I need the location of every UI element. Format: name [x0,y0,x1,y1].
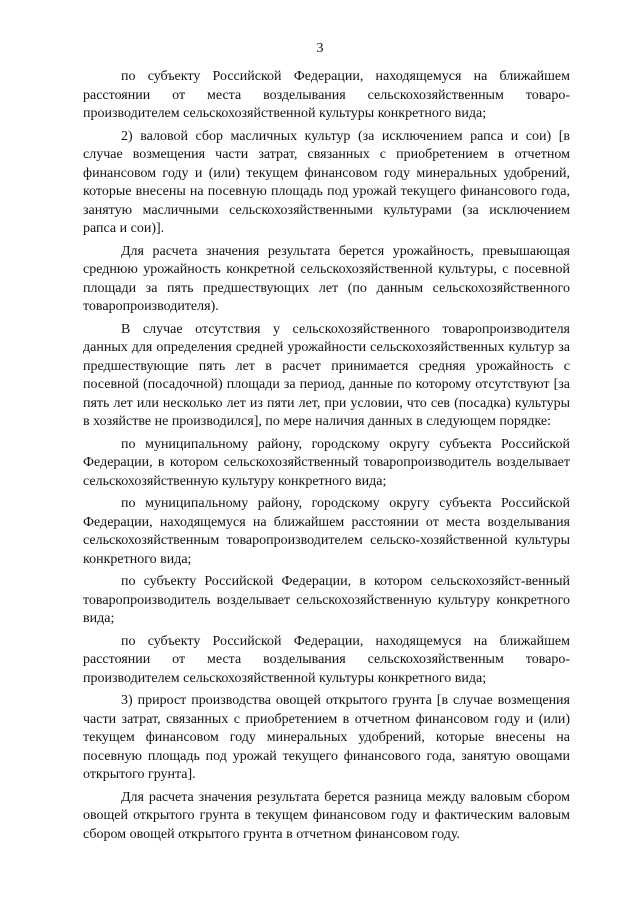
paragraph-item-2-oilseeds: 2) валовой сбор масличных культур (за исключением рапса и сои) [в случае возмещения части затрат, связанных с приобретением в отчетном финансовом году и (или) текущем финансовом году минеральных удобрений, которые внесены на посевную площадь под урожай текущего финансового года, занятую масличными сельскохозяйственными культурами (за исключением рапса и сои)]. [83,128,570,236]
paragraph-subject-nearest-2: по субъекту Российской Федерации, находящемуся на ближайшем расстоянии от места возделывания сельскохозяйственным товаро-производителем сельскохозяйственной культуры конкретного вида; [83,633,570,686]
paragraph-yield-calculation: Для расчета значения результата берется урожайность, превышающая среднюю урожайность конкретной сельскохозяйственной культуры, с посевной площади за пять предшествующих лет (по данным сельскохозяйственного товаропроизводителя). [83,243,570,314]
paragraph-difference-calculation: Для расчета значения результата берется разница между валовым сбором овощей открытого грунта в текущем финансовом году и фактическим валовым сбором овощей открытого грунта в отчетном финансовом году. [83,789,570,842]
document-body [83,68,570,844]
paragraph-item-3-vegetables: 3) прирост производства овощей открытого грунта [в случае возмещения части затрат, связанных с приобретением в отчетном финансовом году и (или) текущем финансовом году минеральных удобрений, которые внесены на посевную площадь под урожай текущего финансового года, занятую овощами открытого грунта]. [83,693,570,782]
paragraph-missing-data: В случае отсутствия у сельскохозяйственного товаропроизводителя данных для определения средней урожайности сельскохозяйственных культур за предшествующие пять лет в расчет принимается средняя урожайность с посевной (посадочной) площади за период, данные по которому отсутствуют [за пять лет или несколько лет из пяти лет, при условии, что сев (посадка) культуры в хозяйстве не производился], по мере наличия данных в следующем порядке: [83,321,570,429]
paragraph-municipal-nearest: по муниципальному району, городскому округу субъекта Российской Федерации, находящемуся на ближайшем расстоянии от места возделывания сельскохозяйственным товаропроизводителем сельско-хозяйственной культуры конкретного вида; [83,496,570,567]
paragraph-subject-nearest-1: по субъекту Российской Федерации, находящемуся на ближайшем расстоянии от места возделывания сельскохозяйственным товаро-производителем сельскохозяйственной культуры конкретного вида; [83,69,570,121]
page-number: 3 [316,41,324,56]
paragraph-subject-same: по субъекту Российской Федерации, в котором сельскохозяйст-венный товаропроизводитель возделывает сельскохозяйственную культуру конкретного вида; [83,574,570,626]
paragraph-municipal-same: по муниципальному району, городскому округу субъекта Российской Федерации, в котором сельскохозяйственный товаропроизводитель возделывает сельскохозяйственную культуру конкретного вида; [83,436,570,489]
